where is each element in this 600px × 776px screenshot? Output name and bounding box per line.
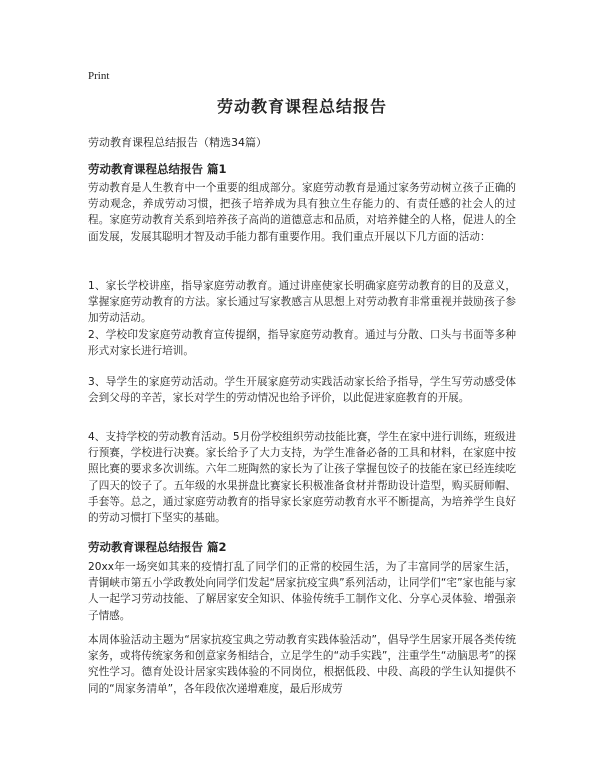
document-title: 劳动教育课程总结报告 — [216, 97, 387, 116]
paragraph: 本周体验活动主题为“居家抗疫宝典之劳动教育实践体验活动”，倡导学生居家开展各类传统家务，或将传统家务和创意家务相结合，立足学生的“动手实践”，注重学生“动脑思考”的探究性学习。德育处设计居家实践体验的不同岗位，根据低段、中段、高段的学生认知提供不同的“周家务清单”，各年段依次递增难度，最后形成劳 — [88, 634, 516, 695]
document-subtitle: 劳动教育课程总结报告（精选34篇） — [88, 136, 267, 149]
section-heading-1: 劳动教育课程总结报告 篇1 — [88, 162, 227, 176]
paragraph: 4、支持学校的劳动教育活动。5月份学校组织劳动技能比赛，学生在家中进行训练，班级进行预赛，学校进行决赛。家长给予了大力支持，为学生准备必备的工具和材料，在家庭中按照比赛的要求多次训练。六年二班陶然的家长为了让孩子掌握包饺子的技能在家已经连续吃了四天的饺子了。五年级的水果拼盘比赛家长积极准备食材并帮助设计造型，购买厨师帽、手套等。总之，通过家庭劳动教育的指导家长家庭劳动教育水平不断提高，为培养学生良好的劳动习惯打下坚实的基础。 — [88, 431, 516, 525]
paragraph: 20xx年一场突如其来的疫情打乱了同学们的正常的校园生活，为了丰富同学的居家生活，青铜峡市第五小学政教处向同学们发起“居家抗疫宝典”系列活动，让同学们“宅”家也能与家人一起学习劳动技能、了解居家安全知识、体验传统手工制作文化、分享心灵体验、增强亲子情感。 — [88, 561, 516, 622]
paragraph: 2、学校印发家庭劳动教育宣传提纲，指导家庭劳动教育。通过与分散、口头与书面等多种形式对家长进行培训。 — [88, 329, 516, 358]
paragraph: 劳动教育是人生教育中一个重要的组成部分。家庭劳动教育是通过家务劳动树立孩子正确的劳动观念，养成劳动习惯，把孩子培养成为具有独立生存能力的、有责任感的社会人的过程。家庭劳动教育关系到培养孩子高尚的道德意志和品质，对培养健全的人格，促进人的全面发展，发展其聪明才智及动手能力都有重要作用。我们重点开展以下几方面的活动： — [88, 182, 516, 243]
paragraph: 3、导学生的家庭劳动活动。学生开展家庭劳动实践活动家长给予指导，学生写劳动感受体会到父母的辛苦，家长对学生的劳动情况也给予评价，以此促进家庭教育的开展。 — [88, 376, 516, 405]
paragraph: 1、家长学校讲座，指导家庭劳动教育。通过讲座使家长明确家庭劳动教育的目的及意义，掌握家庭劳动教育的方法。家长通过写家教感言从思想上对劳动教育非常重视并鼓励孩子参加劳动活动。 — [88, 280, 516, 325]
print-label[interactable]: Print — [88, 70, 110, 82]
section-heading-2: 劳动教育课程总结报告 篇2 — [88, 540, 227, 554]
